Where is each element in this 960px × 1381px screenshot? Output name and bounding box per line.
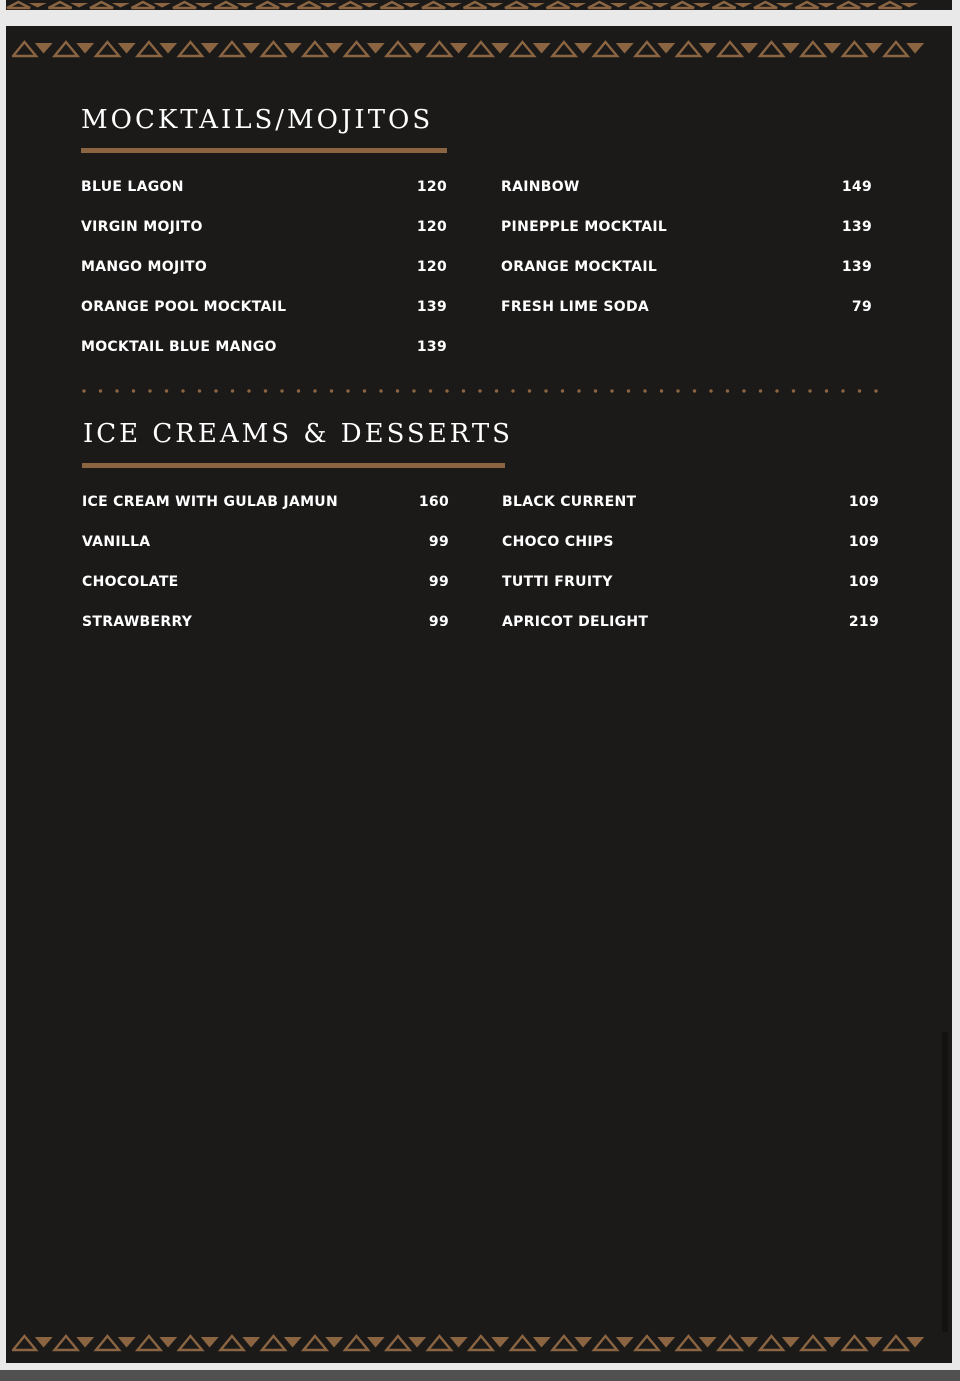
border-inverted-triangle-motif — [118, 43, 136, 54]
menu-item — [81, 216, 447, 238]
border-inverted-triangle-motif — [900, 3, 918, 8]
border-triangle-motif — [90, 2, 113, 8]
border-triangle-motif — [221, 42, 244, 56]
border-triangle-motif — [511, 1336, 534, 1350]
border-triangle-motif — [843, 42, 866, 56]
border-triangle-motif — [7, 2, 30, 8]
border-inverted-triangle-motif — [533, 1337, 551, 1348]
menu-item-name: VIRGIN MOJITO — [81, 219, 203, 235]
border-inverted-triangle-motif — [367, 43, 385, 54]
border-inverted-triangle-motif — [236, 3, 254, 8]
border-inverted-triangle-motif — [616, 1337, 634, 1348]
border-triangle-motif — [179, 42, 202, 56]
menu-item-name: FRESH LIME SODA — [501, 299, 650, 315]
menu-item-price: 109 — [848, 574, 879, 590]
border-inverted-triangle-motif — [533, 43, 551, 54]
border-inverted-triangle-motif — [568, 3, 586, 8]
border-inverted-triangle-motif — [35, 43, 53, 54]
border-inverted-triangle-motif — [242, 43, 260, 54]
border-inverted-triangle-motif — [159, 43, 177, 54]
border-inverted-triangle-motif — [734, 3, 752, 8]
border-inverted-triangle-motif — [278, 3, 296, 8]
menu-item-name: STRAWBERRY — [82, 614, 193, 630]
menu-item-name: ICE CREAM WITH GULAB JAMUN — [82, 494, 338, 510]
border-inverted-triangle-motif — [776, 3, 794, 8]
border-inverted-triangle-motif — [865, 1337, 883, 1348]
border-triangle-motif — [138, 42, 161, 56]
border-inverted-triangle-motif — [574, 1337, 592, 1348]
menu-item-price: 160 — [418, 494, 449, 510]
border-inverted-triangle-motif — [485, 3, 503, 8]
border-triangle-motif — [221, 1336, 244, 1350]
border-triangle-motif — [470, 1336, 493, 1350]
border-inverted-triangle-motif — [527, 3, 545, 8]
border-triangle-motif — [55, 1336, 78, 1350]
scrollbar-thumb[interactable] — [942, 1032, 948, 1332]
border-triangle-motif — [677, 42, 700, 56]
menu-item — [82, 531, 449, 553]
menu-item-name: APRICOT DELIGHT — [502, 614, 649, 630]
border-triangle-motif — [553, 42, 576, 56]
border-triangle-motif — [256, 2, 279, 8]
border-inverted-triangle-motif — [361, 3, 379, 8]
border-triangle-motif — [802, 42, 825, 56]
border-triangle-motif — [802, 1336, 825, 1350]
menu-item-name: BLUE LAGON — [81, 179, 184, 195]
menu-item-price: 139 — [841, 219, 872, 235]
border-inverted-triangle-motif — [367, 1337, 385, 1348]
desserts-title-underline — [82, 463, 505, 468]
border-triangle-motif — [428, 42, 451, 56]
viewer-bottom-bar — [0, 1370, 960, 1381]
border-triangle-motif — [381, 2, 404, 8]
border-inverted-triangle-motif — [859, 3, 877, 8]
border-triangle-motif — [547, 2, 570, 8]
menu-item-price: 109 — [848, 494, 879, 510]
border-inverted-triangle-motif — [657, 1337, 675, 1348]
border-triangle-motif — [215, 2, 238, 8]
previous-page-border-pattern — [6, 0, 952, 10]
border-inverted-triangle-motif — [201, 1337, 219, 1348]
menu-item-price: 99 — [428, 614, 449, 630]
border-triangle-motif — [387, 42, 410, 56]
border-inverted-triangle-motif — [242, 1337, 260, 1348]
border-inverted-triangle-motif — [29, 3, 47, 8]
border-inverted-triangle-motif — [865, 43, 883, 54]
border-triangle-motif — [262, 42, 285, 56]
border-inverted-triangle-motif — [817, 3, 835, 8]
border-inverted-triangle-motif — [35, 1337, 53, 1348]
border-triangle-motif — [422, 2, 445, 8]
border-inverted-triangle-motif — [444, 3, 462, 8]
border-inverted-triangle-motif — [651, 3, 669, 8]
border-triangle-motif — [96, 42, 119, 56]
border-inverted-triangle-motif — [195, 3, 213, 8]
menu-item-name: TUTTI FRUITY — [502, 574, 613, 590]
border-triangle-motif — [464, 2, 487, 8]
border-triangle-motif — [304, 42, 327, 56]
menu-item-name: CHOCOLATE — [82, 574, 179, 590]
border-inverted-triangle-motif — [610, 3, 628, 8]
menu-item — [502, 531, 879, 553]
border-triangle-motif — [55, 42, 78, 56]
menu-item-price: 120 — [416, 219, 447, 235]
dotted-section-divider — [82, 389, 890, 393]
menu-item — [501, 176, 872, 198]
menu-item-price: 120 — [416, 179, 447, 195]
menu-item — [81, 336, 447, 358]
bottom-border-pattern — [12, 1334, 946, 1354]
border-triangle-motif — [387, 1336, 410, 1350]
border-triangle-motif — [796, 2, 819, 8]
menu-item-price: 120 — [416, 259, 447, 275]
menu-item-price: 79 — [851, 299, 872, 315]
menu-item-name: CHOCO CHIPS — [502, 534, 614, 550]
border-triangle-motif — [594, 42, 617, 56]
border-inverted-triangle-motif — [450, 43, 468, 54]
border-triangle-motif — [428, 1336, 451, 1350]
border-triangle-motif — [843, 1336, 866, 1350]
border-inverted-triangle-motif — [823, 1337, 841, 1348]
border-triangle-motif — [837, 2, 860, 8]
border-inverted-triangle-motif — [782, 1337, 800, 1348]
mocktails-section-title: MOCKTAILS/MOJITOS — [81, 105, 434, 135]
border-inverted-triangle-motif — [574, 43, 592, 54]
border-inverted-triangle-motif — [159, 1337, 177, 1348]
menu-item — [81, 296, 447, 318]
border-triangle-motif — [96, 1336, 119, 1350]
menu-item-name: VANILLA — [82, 534, 151, 550]
border-inverted-triangle-motif — [201, 43, 219, 54]
menu-item-price: 149 — [841, 179, 872, 195]
border-inverted-triangle-motif — [408, 43, 426, 54]
menu-item — [82, 571, 449, 593]
border-triangle-motif — [173, 2, 196, 8]
border-triangle-motif — [132, 2, 155, 8]
border-inverted-triangle-motif — [616, 43, 634, 54]
menu-item — [82, 611, 449, 633]
border-triangle-motif — [754, 2, 777, 8]
menu-item-name: ORANGE POOL MOCKTAIL — [81, 299, 287, 315]
menu-item-name: BLACK CURRENT — [502, 494, 637, 510]
menu-page — [6, 26, 952, 1363]
border-triangle-motif — [636, 1336, 659, 1350]
border-inverted-triangle-motif — [906, 1337, 924, 1348]
border-triangle-motif — [298, 2, 321, 8]
menu-item-price: 139 — [416, 339, 447, 355]
border-triangle-motif — [630, 2, 653, 8]
menu-item — [81, 176, 447, 198]
border-inverted-triangle-motif — [153, 3, 171, 8]
border-inverted-triangle-motif — [112, 3, 130, 8]
border-inverted-triangle-motif — [70, 3, 88, 8]
menu-item-price: 109 — [848, 534, 879, 550]
border-triangle-motif — [13, 42, 36, 56]
menu-item-name: RAINBOW — [501, 179, 580, 195]
menu-item-price: 99 — [428, 534, 449, 550]
menu-item-name: MOCKTAIL BLUE MANGO — [81, 339, 277, 355]
border-triangle-motif — [262, 1336, 285, 1350]
menu-item-price: 99 — [428, 574, 449, 590]
menu-item-name: ORANGE MOCKTAIL — [501, 259, 658, 275]
border-triangle-motif — [553, 1336, 576, 1350]
border-triangle-motif — [671, 2, 694, 8]
border-triangle-motif — [13, 1336, 36, 1350]
border-triangle-motif — [511, 42, 534, 56]
border-triangle-motif — [588, 2, 611, 8]
border-inverted-triangle-motif — [740, 1337, 758, 1348]
border-triangle-motif — [345, 1336, 368, 1350]
menu-item — [81, 256, 447, 278]
border-triangle-motif — [760, 42, 783, 56]
border-triangle-motif — [594, 1336, 617, 1350]
border-inverted-triangle-motif — [118, 1337, 136, 1348]
menu-item — [502, 571, 879, 593]
border-inverted-triangle-motif — [906, 43, 924, 54]
border-inverted-triangle-motif — [284, 43, 302, 54]
border-triangle-motif — [713, 2, 736, 8]
border-triangle-motif — [345, 42, 368, 56]
border-triangle-motif — [179, 1336, 202, 1350]
border-inverted-triangle-motif — [319, 3, 337, 8]
border-triangle-motif — [470, 42, 493, 56]
menu-item — [502, 491, 879, 513]
border-inverted-triangle-motif — [657, 43, 675, 54]
menu-item — [501, 216, 872, 238]
menu-item-price: 139 — [841, 259, 872, 275]
menu-item-name: MANGO MOJITO — [81, 259, 208, 275]
border-triangle-motif — [885, 1336, 908, 1350]
border-inverted-triangle-motif — [284, 1337, 302, 1348]
border-triangle-motif — [49, 2, 72, 8]
border-inverted-triangle-motif — [491, 43, 509, 54]
border-inverted-triangle-motif — [693, 3, 711, 8]
border-triangle-motif — [885, 42, 908, 56]
border-triangle-motif — [879, 2, 902, 8]
border-triangle-motif — [339, 2, 362, 8]
menu-item — [501, 256, 872, 278]
border-inverted-triangle-motif — [76, 43, 94, 54]
menu-item — [82, 491, 449, 513]
previous-page-edge — [6, 0, 952, 10]
border-inverted-triangle-motif — [699, 43, 717, 54]
border-inverted-triangle-motif — [699, 1337, 717, 1348]
border-triangle-motif — [304, 1336, 327, 1350]
border-triangle-motif — [719, 42, 742, 56]
border-triangle-motif — [719, 1336, 742, 1350]
border-inverted-triangle-motif — [76, 1337, 94, 1348]
border-inverted-triangle-motif — [325, 1337, 343, 1348]
border-inverted-triangle-motif — [823, 43, 841, 54]
border-triangle-motif — [505, 2, 528, 8]
border-inverted-triangle-motif — [402, 3, 420, 8]
top-border-pattern — [12, 40, 946, 60]
border-inverted-triangle-motif — [782, 43, 800, 54]
mocktails-title-underline — [81, 148, 447, 153]
menu-item-name: PINEPPLE MOCKTAIL — [501, 219, 668, 235]
menu-item-price: 219 — [848, 614, 879, 630]
border-triangle-motif — [760, 1336, 783, 1350]
desserts-section-title: ICE CREAMS & DESSERTS — [83, 419, 513, 449]
border-triangle-motif — [677, 1336, 700, 1350]
border-inverted-triangle-motif — [325, 43, 343, 54]
border-inverted-triangle-motif — [740, 43, 758, 54]
border-inverted-triangle-motif — [491, 1337, 509, 1348]
border-triangle-motif — [636, 42, 659, 56]
border-triangle-motif — [138, 1336, 161, 1350]
menu-item-price: 139 — [416, 299, 447, 315]
border-inverted-triangle-motif — [450, 1337, 468, 1348]
menu-item — [502, 611, 879, 633]
border-inverted-triangle-motif — [408, 1337, 426, 1348]
menu-item — [501, 296, 872, 318]
